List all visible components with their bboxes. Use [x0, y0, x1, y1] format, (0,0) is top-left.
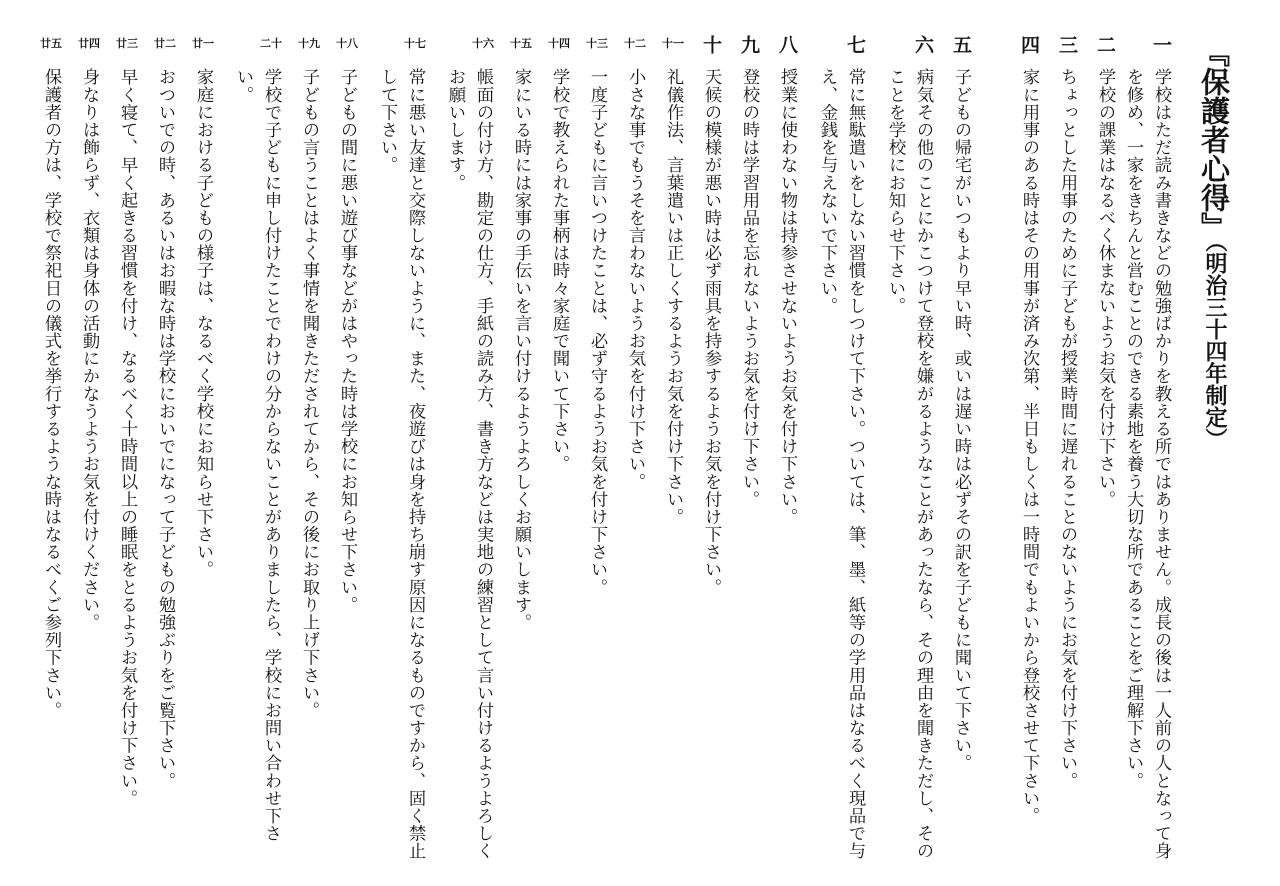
title-year: （明治三十四年制定）: [1202, 241, 1227, 450]
item-text: 学校はただ読み書きなどの勉強ばかりを教える所ではありません。成長の後は一人前の人となって身を修め、一家をきちんと営むことのできる素地を養う大切な所であることをご理解下さい。: [1123, 68, 1171, 860]
item-number: 十八: [336, 37, 358, 50]
item-number: 九: [738, 34, 760, 54]
item-text: 家庭における子どもの様子は、なるべく学校にお知らせ下さい。: [193, 68, 213, 579]
guideline-item: [229, 30, 285, 870]
item-text: 天候の模様が悪い時は必ず雨具を持参するようお気を付け下さい。: [701, 68, 721, 596]
item-text: 身なりは飾らず、衣類は身体の活動にかなうようお気を付けください。: [79, 68, 99, 631]
guideline-item: [621, 30, 649, 870]
document-title: [1190, 38, 1238, 450]
item-number: 十: [700, 34, 722, 54]
item-number: 十四: [548, 37, 570, 50]
guideline-item: [113, 30, 141, 870]
guideline-item: [1119, 30, 1175, 870]
guideline-item: [333, 30, 361, 870]
item-number: 三: [1056, 34, 1078, 54]
guideline-item: [583, 30, 611, 870]
item-text: 学校で教えられた事柄は時々家庭で聞いて下さい。: [549, 68, 569, 473]
item-text: 子どもの間に悪い遊び事などがはやった時は学校にお知らせ下さい。: [337, 68, 357, 614]
guideline-item: [813, 30, 869, 870]
item-text: 子どもの言うことはよく事情を聞きただされてから、その後にお取り上げ下さい。: [299, 68, 319, 719]
guideline-item: [545, 30, 573, 870]
item-number: 十五: [510, 37, 532, 50]
item-number: 十七: [404, 37, 426, 50]
item-number: 十六: [472, 37, 494, 50]
guideline-item: [373, 30, 429, 870]
guideline-item: [75, 30, 103, 870]
item-text: 学校で子どもに申し付けたことでわけの分からないことがありましたら、学校にお問い合わせ下さい。: [233, 68, 281, 842]
guideline-item: [881, 30, 937, 870]
guideline-item: [1091, 30, 1119, 870]
item-text: 早く寝て、早く起きる習慣を付け、なるべく十時間以上の睡眠をとるようお気を付け下さい。: [117, 68, 137, 807]
item-number: 四: [1018, 34, 1040, 54]
item-text: 登校の時は学習用品を忘れないようお気を付け下さい。: [739, 68, 759, 508]
guideline-item: [947, 30, 975, 870]
item-number: 廿三: [116, 37, 138, 50]
guideline-item: [441, 30, 497, 870]
item-number: 十一: [662, 37, 684, 50]
item-text: 家にいる時には家事の手伝いを言い付けるようよろしくお願いします。: [511, 68, 531, 631]
guideline-item: [1053, 30, 1081, 870]
guideline-item: [189, 30, 217, 870]
item-number: 廿一: [192, 37, 214, 50]
guideline-item: [735, 30, 763, 870]
item-text: 学校の課業はなるべく休まないようお気を付け下さい。: [1095, 68, 1115, 508]
item-number: 七: [844, 34, 866, 54]
item-number: 五: [950, 34, 972, 54]
item-text: 子どもの帰宅がいつもより早い時、或いは遅い時は必ずその訳を子どもに聞いて下さい。: [951, 68, 971, 772]
item-number: 六: [912, 34, 934, 54]
item-text: 授業に使わない物は持参させないようお気を付け下さい。: [777, 68, 797, 526]
item-number: 十二: [624, 37, 646, 50]
item-text: おついでの時、あるいはお暇な時は学校においでになって子どもの勉強ぶりをご覧下さい。: [155, 68, 175, 790]
guideline-item: [987, 30, 1043, 870]
item-number: 十三: [586, 37, 608, 50]
item-number: 十九: [298, 37, 320, 50]
guideline-item: [151, 30, 179, 870]
item-text: 帳面の付け方、勘定の仕方、手紙の読み方、書き方などは実地の練習として言い付けるようよろしくお願いします。: [445, 68, 493, 860]
title-main: 『保護者心得』: [1197, 38, 1231, 241]
guideline-item: [37, 30, 65, 870]
item-text: 病気その他のことにかこつけて登校を嫌がるようなことがあったなら、その理由を聞きただし、そのことを学校にお知らせ下さい。: [885, 68, 933, 860]
guideline-item: [659, 30, 687, 870]
item-number: 廿五: [40, 37, 62, 50]
guideline-item: [507, 30, 535, 870]
item-text: 保護者の方は、学校で祭祀日の儀式を挙行するような時はなるべくご参列下さい。: [41, 68, 61, 719]
item-number: 廿四: [78, 37, 100, 50]
guideline-item: [773, 30, 801, 870]
item-text: 小さな事でもうそを言わないようお気を付け下さい。: [625, 68, 645, 491]
item-text: 常に悪い友達と交際しないように、また、夜遊びは身を持ち崩す原因になるものですから、固く禁止して下さい。: [377, 68, 425, 860]
guideline-item: [697, 30, 725, 870]
item-text: 一度子どもに言いつけたことは、必ず守るようお気を付け下さい。: [587, 68, 607, 596]
item-text: 礼儀作法、言葉遣いは正しくするようお気を付け下さい。: [663, 68, 683, 526]
item-number: 八: [776, 34, 798, 54]
item-number: 二: [1094, 34, 1116, 54]
guideline-list: [15, 30, 1175, 870]
item-number: 二十: [260, 37, 282, 50]
item-text: 常に無駄遣いをしない習慣をしつけて下さい。ついては、筆、墨、紙等の学用品はなるべく現品で与え、金銭を与えないで下さい。: [817, 68, 865, 860]
item-text: 家に用事のある時はその用事が済み次第、半日もしくは一時間でもよいから登校させて下さい。: [1019, 68, 1039, 825]
item-number: 一: [1150, 34, 1172, 54]
guideline-item: [295, 30, 323, 870]
item-number: 廿二: [154, 37, 176, 50]
item-text: ちょっとした用事のために子どもが授業時間に遅れることのないようにお気を付け下さい。: [1057, 68, 1077, 790]
